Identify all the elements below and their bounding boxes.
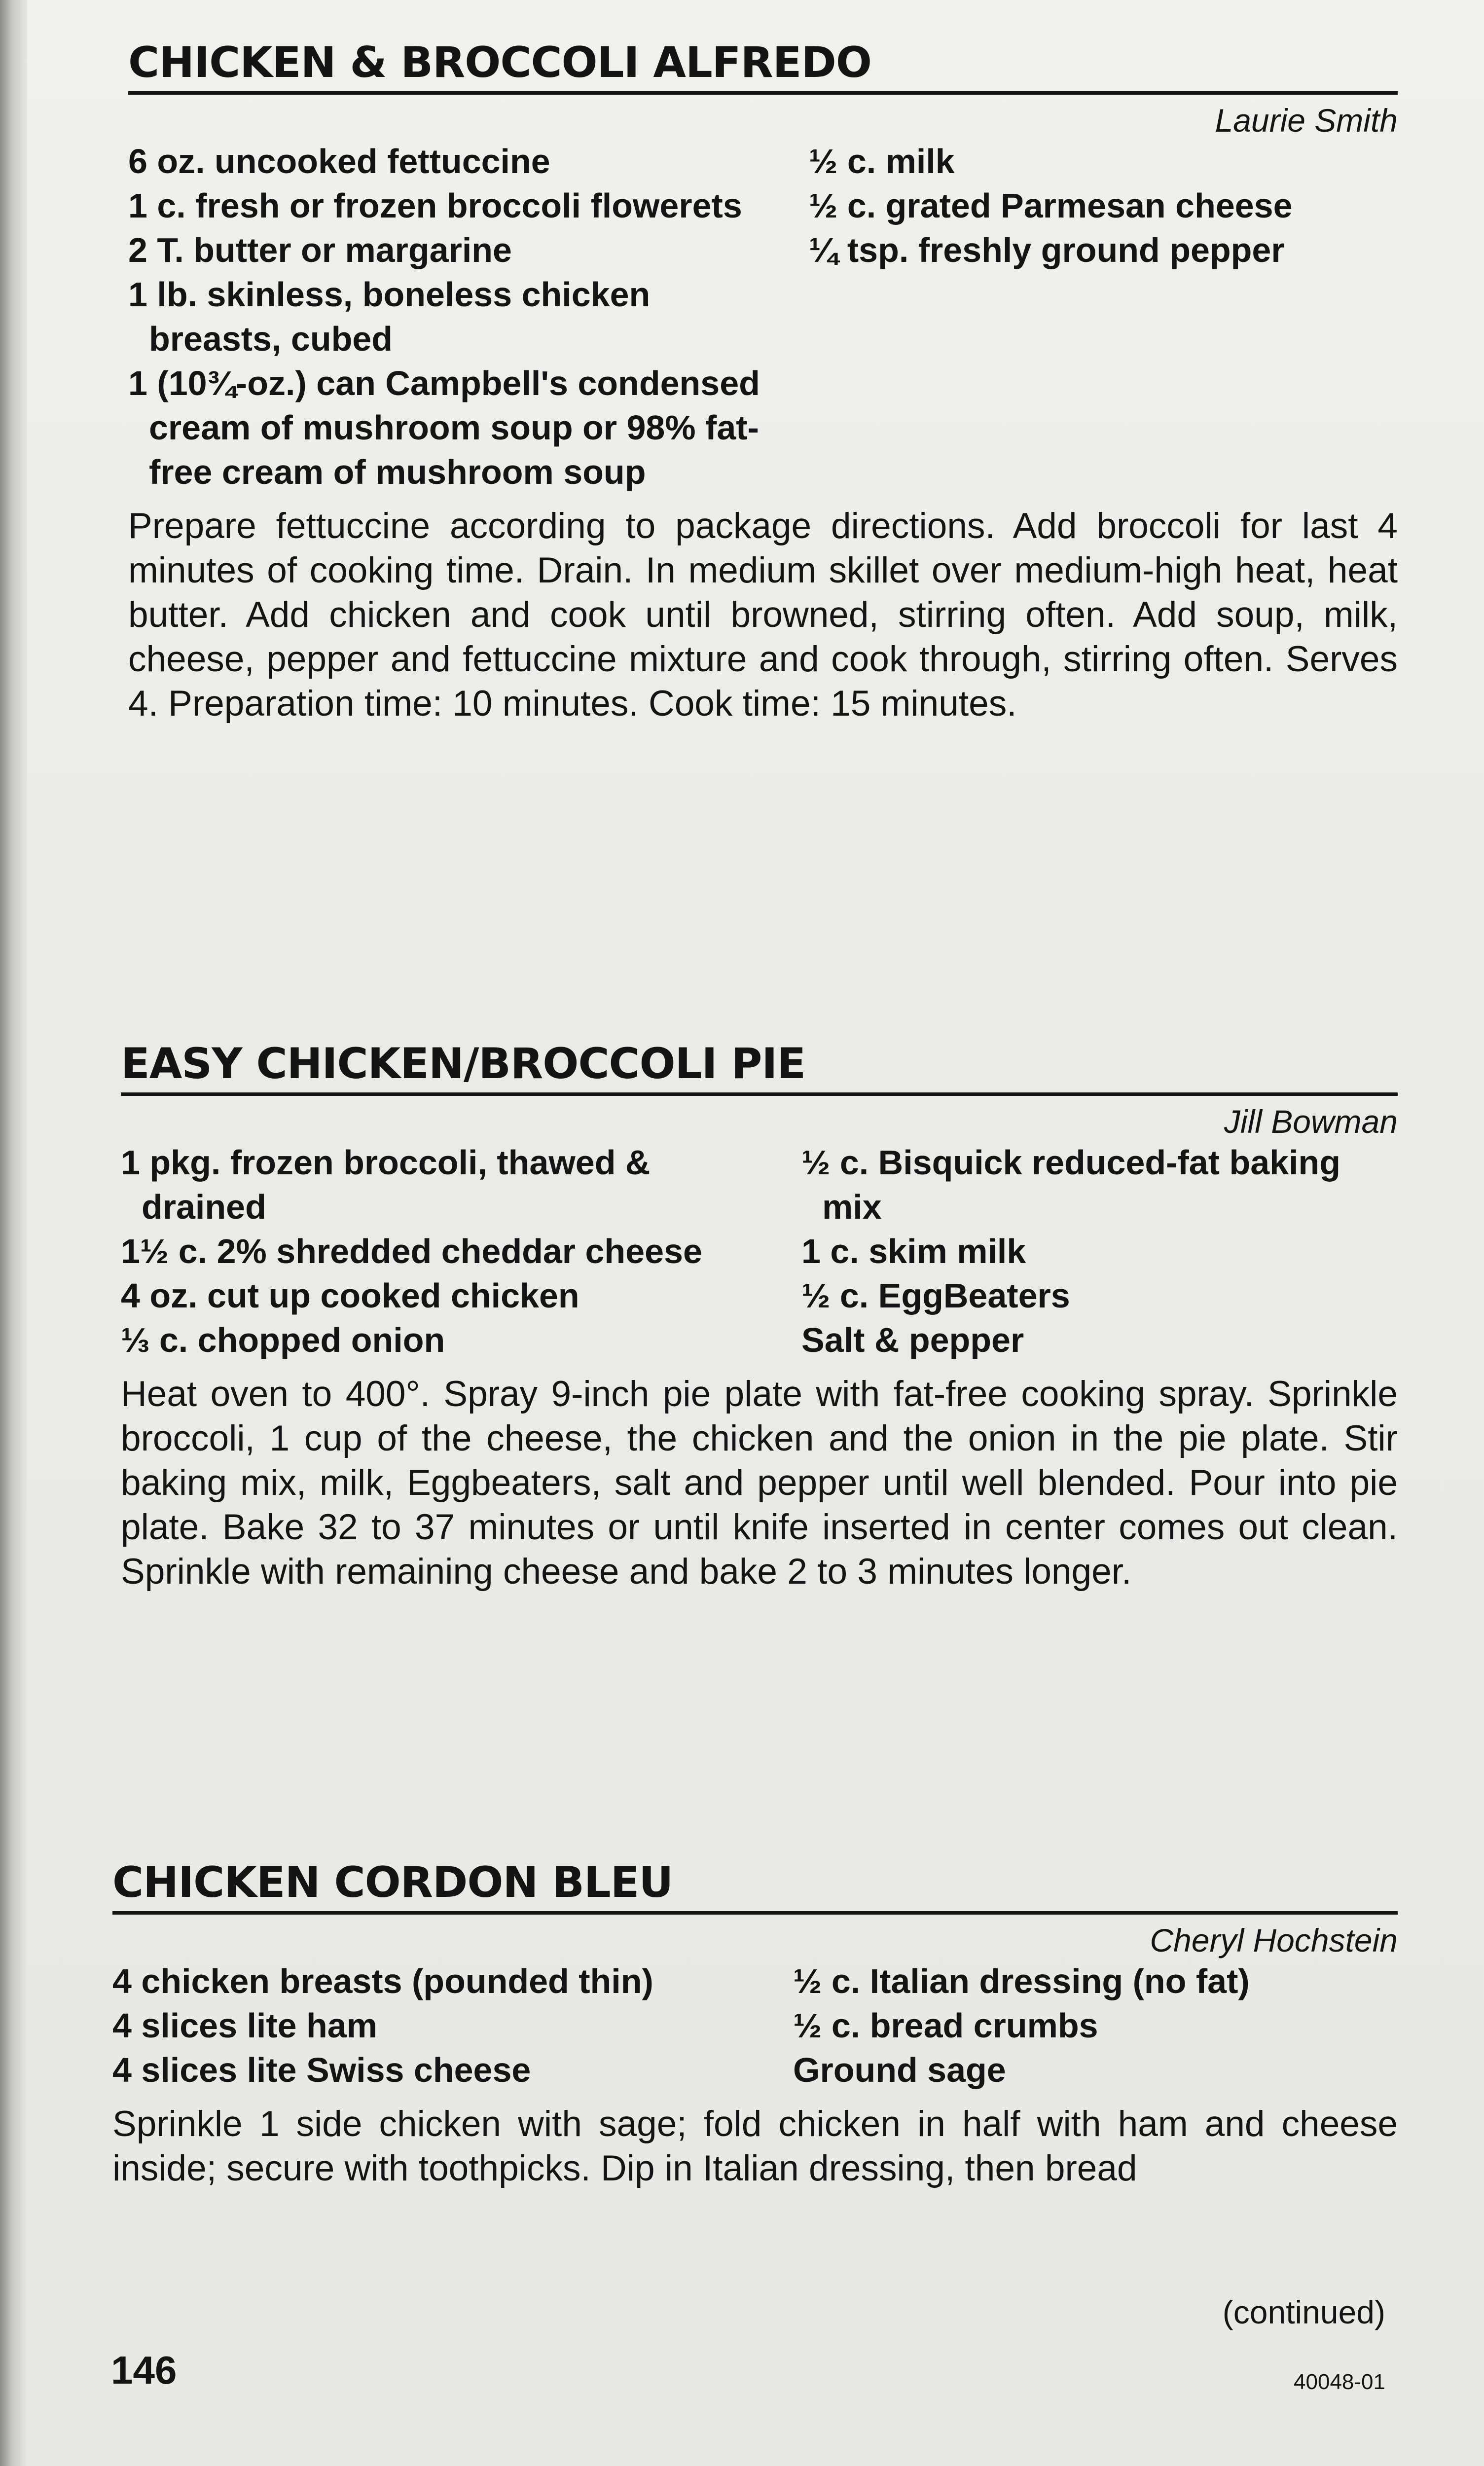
ingredient: ½ c. grated Parmesan cheese [809,186,1293,225]
ingredient: 1 lb. skinless, boneless chicken breasts, cubed [128,275,651,359]
recipe-directions: Prepare fettuccine according to package directions. Add broccoli for last 4 minutes of cooking time. Drain. In medium skillet over medium-high heat, heat butter. Add chicken and cook until browned, stirring often. Add soup, milk, cheese, pepper and fettuccine mixture and cook through, stirring often. Serves 4. Preparation time: 10 minutes. Cook time: 15 minutes. [128,506,1398,724]
ingredient: ½ c. EggBeaters [801,1276,1070,1315]
ingredient-list [112,1959,1398,2092]
ingredient: ½ c. bread crumbs [793,2006,1098,2045]
ingredient-column-right [779,139,1398,494]
title-rule [121,1092,1398,1096]
recipe-title: CHICKEN CORDON BLEU [112,1858,673,1907]
ingredient: 1 c. fresh or frozen broccoli flowerets [128,186,742,225]
recipe-author: Jill Bowman [1224,1103,1398,1140]
page-number: 146 [111,2348,177,2392]
ingredient: ¼ tsp. freshly ground pepper [809,231,1285,270]
recipe-title: EASY CHICKEN/BROCCOLI PIE [121,1039,806,1088]
ingredient: ½ c. Italian dressing (no fat) [793,1962,1250,2001]
ingredient: 1 c. skim milk [801,1232,1026,1271]
ingredient: 2 T. butter or margarine [128,231,512,270]
recipe-chicken-cordon-bleu [112,1859,1398,2227]
ingredient: 4 oz. cut up cooked chicken [121,1276,579,1315]
recipe-easy-chicken-broccoli-pie [121,1041,1398,1630]
binding-edge [0,0,27,2466]
ingredient: 4 chicken breasts (pounded thin) [112,1962,653,2001]
ingredient: 1½ c. 2% shredded cheddar cheese [121,1232,702,1271]
document-code: 40048-01 [1294,2370,1385,2394]
ingredient: 4 slices lite ham [112,2006,377,2045]
ingredient: 6 oz. uncooked fettuccine [128,142,550,181]
ingredient: ⅓ c. chopped onion [121,1321,445,1360]
ingredient-column-left [121,1140,772,1362]
ingredient-list [128,139,1398,494]
recipe-directions: Sprinkle 1 side chicken with sage; fold chicken in half with ham and cheese inside; secure with toothpicks. Dip in Italian dressing, then bread [112,2104,1398,2189]
ingredient: Salt & pepper [801,1321,1024,1360]
continued-label: (continued) [1222,2294,1385,2330]
ingredient-list [121,1140,1398,1362]
recipe-author: Laurie Smith [1215,102,1398,139]
ingredient: 1 (10¾-oz.) can Campbell's condensed cream of mushroom soup or 98% fat-free cream of mushroom soup [128,364,760,492]
ingredient: ½ c. milk [809,142,955,181]
ingredient-column-left [128,139,779,494]
recipe-author: Cheryl Hochstein [1150,1922,1398,1958]
recipe-chicken-broccoli-alfredo [128,39,1398,762]
ingredient: 4 slices lite Swiss cheese [112,2051,531,2090]
title-rule [128,91,1398,95]
recipe-title: CHICKEN & BROCCOLI ALFREDO [128,38,871,87]
ingredient-column-right [772,1140,1398,1362]
ingredient-column-right [763,1959,1398,2092]
recipe-directions: Heat oven to 400°. Spray 9-inch pie plate with fat-free cooking spray. Sprinkle broccoli, 1 cup of the cheese, the chicken and the onion in the pie plate. Stir baking mix, milk, Eggbeaters, salt and pepper until well blended. Pour into pie plate. Bake 32 to 37 minutes or until knife inserted in center comes out clean. Sprinkle with remaining cheese and bake 2 to 3 minutes longer. [121,1374,1398,1592]
ingredient: ½ c. Bisquick reduced-fat baking mix [801,1143,1341,1227]
ingredient-column-left [112,1959,763,2092]
title-rule [112,1911,1398,1915]
ingredient: 1 pkg. frozen broccoli, thawed & drained [121,1143,651,1227]
ingredient: Ground sage [793,2051,1006,2090]
